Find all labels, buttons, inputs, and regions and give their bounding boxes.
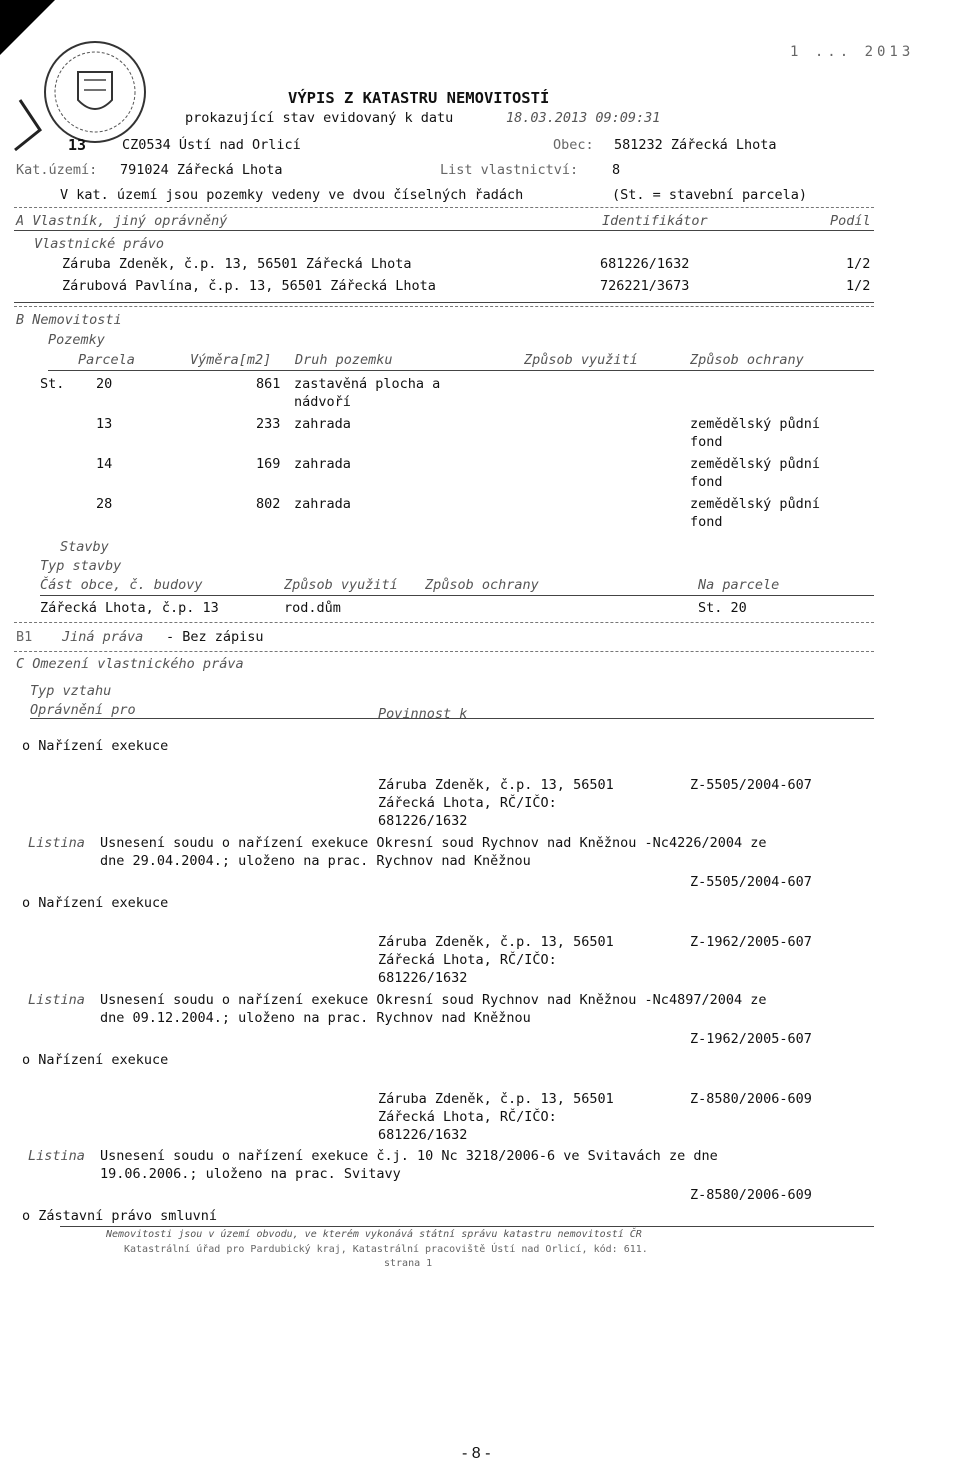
divider (14, 306, 874, 307)
owner-ident: 726221/3673 (600, 278, 690, 294)
section-a-title: A Vlastník, jiný oprávněný (16, 213, 228, 229)
opravneni-label: Oprávnění pro (30, 702, 136, 718)
parcel-protection: zemědělský půdní (690, 416, 821, 432)
divider (30, 718, 874, 719)
parcel-prefix: St. (40, 376, 65, 392)
entry-person: Záruba Zdeněk, č.p. 13, 56501 (378, 777, 614, 793)
col-vymera: Výměra[m2] (190, 352, 272, 368)
parcel-protection: zemědělský půdní (690, 456, 821, 472)
section-b1-label: B1 (16, 629, 33, 645)
lv-label: List vlastnictví: (440, 162, 579, 178)
parcel-protection-2: fond (690, 514, 723, 530)
listina-text-2: dne 09.12.2004.; uloženo na prac. Rychnov nad Kněžnou (100, 1010, 531, 1026)
entry-person: Záruba Zdeněk, č.p. 13, 56501 (378, 934, 614, 950)
ku-label: Kat.území: (16, 162, 98, 178)
parcel-protection: zemědělský půdní (690, 496, 821, 512)
footer-line-3: strana 1 (384, 1258, 433, 1269)
listina-text: Usnesení soudu o nařízení exekuce č.j. 10 Nc 3218/2006-6 ve Svitavách ze dne (100, 1148, 718, 1164)
page-number: - 8 - (462, 1445, 491, 1462)
entry-person-2: Zářecká Lhota, RČ/IČO: (378, 795, 557, 811)
col-druh: Druh pozemku (295, 352, 393, 368)
listina-label: Listina (28, 1148, 85, 1164)
parcel-area: 169 (256, 456, 281, 472)
entry-person-3: 681226/1632 (378, 970, 468, 986)
divider (14, 302, 874, 303)
cadastre-note: V kat. území jsou pozemky vedeny ve dvou číselných řadách (60, 187, 524, 203)
building-part: Zářecká Lhota, č.p. 13 (40, 600, 219, 616)
col-na-parcele: Na parcele (698, 577, 780, 593)
divider (60, 1226, 874, 1227)
entry-ref: Z-1962/2005-607 (690, 934, 812, 950)
listina-text: Usnesení soudu o nařízení exekuce Okresní soud Rychnov nad Kněžnou -Nc4897/2004 ze (100, 992, 767, 1008)
col-vyuziti: Způsob využití (524, 352, 638, 368)
parcel-type: zastavěná plocha a (294, 376, 441, 392)
parcel-type: zahrada (294, 456, 351, 472)
col-cast-obce: Část obce, č. budovy (40, 577, 203, 593)
footer-line-1: Nemovitosti jsou v území obvodu, ve kterém vykonává státní správu katastru nemovitostí ČR (106, 1229, 642, 1240)
parcel-number: 13 (96, 416, 113, 432)
parcel-area: 802 (256, 496, 281, 512)
entry-ref-2: Z-1962/2005-607 (690, 1031, 812, 1047)
building-use: rod.dům (284, 600, 341, 616)
col-stavba-vyuziti: Způsob využití (284, 577, 398, 593)
entry-title: o Nařízení exekuce (22, 738, 169, 754)
section-b1-value: - Bez zápisu (166, 629, 264, 645)
parcel-type: zahrada (294, 496, 351, 512)
parcel-number: 14 (96, 456, 113, 472)
divider (48, 370, 874, 371)
section-c-title: C Omezení vlastnického práva (16, 656, 244, 672)
entry-person-2: Zářecká Lhota, RČ/IČO: (378, 1109, 557, 1125)
divider (14, 651, 874, 652)
col-ochrana: Způsob ochrany (690, 352, 804, 368)
entry-ref: Z-8580/2006-609 (690, 1091, 812, 1107)
owner-share: 1/2 (846, 256, 871, 272)
owner-name: Záruba Zdeněk, č.p. 13, 56501 Zářecká Lhota (62, 256, 412, 272)
document-title: VÝPIS Z KATASTRU NEMOVITOSTÍ (288, 89, 550, 107)
corner-mark: 1 ... 2013 (790, 44, 915, 60)
entry-ref-2: Z-8580/2006-609 (690, 1187, 812, 1203)
obec-label: Obec: (553, 137, 594, 153)
parcel-protection-2: fond (690, 474, 723, 490)
listina-text-2: dne 29.04.2004.; uloženo na prac. Rychnov nad Kněžnou (100, 853, 531, 869)
parcel-number: 20 (96, 376, 113, 392)
stavby-label: Stavby (60, 539, 109, 555)
subtitle-prefix: prokazující stav evidovaný k datu (185, 110, 454, 126)
datetime: 18.03.2013 09:09:31 (506, 110, 661, 126)
stamp-number: 13 (68, 136, 87, 154)
vlastnicke-pravo: Vlastnické právo (34, 236, 165, 252)
parcel-type-2: nádvoří (294, 394, 351, 410)
parcel-area: 233 (256, 416, 281, 432)
footer-line-2: Katastrální úřad pro Pardubický kraj, Katastrální pracoviště Ústí nad Orlicí, kód: 611. (124, 1244, 648, 1255)
listina-label: Listina (28, 835, 85, 851)
building-parcel: St. 20 (698, 600, 747, 616)
entry-person-2: Zářecká Lhota, RČ/IČO: (378, 952, 557, 968)
owner-ident: 681226/1632 (600, 256, 690, 272)
entry-title: o Nařízení exekuce (22, 895, 169, 911)
okres: CZ0534 Ústí nad Orlicí (122, 137, 301, 153)
parcel-number: 28 (96, 496, 113, 512)
cadastre-note-2: (St. = stavební parcela) (612, 187, 808, 203)
listina-label: Listina (28, 992, 85, 1008)
entry-person-3: 681226/1632 (378, 1127, 468, 1143)
section-b-title: B Nemovitosti (16, 312, 122, 328)
obec-value: 581232 Zářecká Lhota (614, 137, 777, 153)
divider (14, 622, 874, 623)
entry-ref-2: Z-5505/2004-607 (690, 874, 812, 890)
ku-value: 791024 Zářecká Lhota (120, 162, 283, 178)
entry-title: o Nařízení exekuce (22, 1052, 169, 1068)
listina-text-2: 19.06.2006.; uloženo na prac. Svitavy (100, 1166, 401, 1182)
typ-vztahu-label: Typ vztahu (30, 683, 112, 699)
col-podil: Podíl (830, 213, 871, 229)
divider (14, 230, 874, 231)
entry-ref: Z-5505/2004-607 (690, 777, 812, 793)
parcel-area: 861 (256, 376, 281, 392)
divider (40, 595, 874, 596)
col-parcela: Parcela (78, 352, 135, 368)
lv-value: 8 (612, 162, 621, 178)
divider (14, 207, 874, 208)
section-b1-title: Jiná práva (62, 629, 144, 645)
owner-name: Zárubová Pavlína, č.p. 13, 56501 Zářecká Lhota (62, 278, 436, 294)
entry-person: Záruba Zdeněk, č.p. 13, 56501 (378, 1091, 614, 1107)
typ-stavby-label: Typ stavby (40, 558, 122, 574)
owner-share: 1/2 (846, 278, 871, 294)
entry-title: o Zástavní právo smluvní (22, 1208, 218, 1224)
col-stavba-ochrana: Způsob ochrany (425, 577, 539, 593)
povinnost-label: Povinnost k (378, 706, 468, 722)
col-identifikator: Identifikátor (602, 213, 708, 229)
entry-person-3: 681226/1632 (378, 813, 468, 829)
parcel-protection-2: fond (690, 434, 723, 450)
listina-text: Usnesení soudu o nařízení exekuce Okresní soud Rychnov nad Kněžnou -Nc4226/2004 ze (100, 835, 767, 851)
pozemky-label: Pozemky (48, 332, 105, 348)
parcel-type: zahrada (294, 416, 351, 432)
